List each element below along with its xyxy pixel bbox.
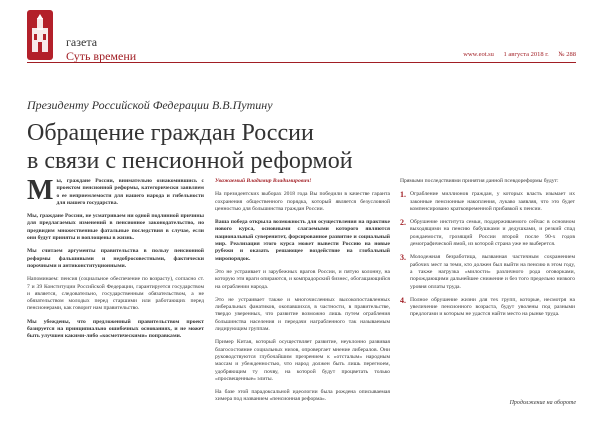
header-divider (27, 62, 576, 63)
paragraph: На президентских выборах 2018 года Вы победили в качестве гаранта сохранения общественного порядка, который является безусловной ценностью для большинства граждан России. (215, 191, 390, 212)
greeting: Уважаемый Владимир Владимирович! (215, 178, 312, 184)
page-title (27, 119, 353, 175)
paragraph: Мы считаем аргументы правительства в пользу пенсионной реформы фальшивыми и недобросовестными, фактически порочными и антиконституционными. (27, 248, 204, 269)
paragraph: Это не устраивает и зарубежных врагов России, и пятую колонну, на которую эти враги опираются, и компрадорский бизнес, обогащающийся на ограблении народа. (215, 268, 390, 290)
column-2 (215, 178, 390, 410)
issue-number: № 288 (558, 51, 576, 58)
list-item: 2. Обрушение института семьи, поддерживаемого сейчас в основном выходящими на пенсию бабушками и дедушками, и резкий спад рождаемости, грозящий России второй после 90-х годов демографической ямой, из которой страна уже не выберется. (400, 218, 575, 248)
brand-name: Суть времени (66, 49, 137, 63)
list-item: 3. Молодежная безработица, вызванная частичным сохранением рабочих мест за теми, кто должен был выйти на пенсию в этом году, а также нагрузка «милости» различного рода оговорками, порождающими дальнейшее снижение и без того предельно низкого уровня оплаты труда. (400, 253, 575, 290)
paragraph: Ваша победа открыла возможность для осуществления на практике нового курса, основными слагаемыми которого являются национальный суверенитет, форсированное развитие и социальный мир. Реализация этого курса может вывести Россию на новые рубежи и оказать решающее воздействие на глобальный миропорядок. (215, 219, 390, 262)
paragraph: Пример Китая, который осуществляет развитие, неуклонно развивая благосостояние социальных низов, опровергает мнение либералов. Они руководствуются глубочайшим презрением к «отсталым» народным массам и убежденностью, что народ должен быть лишь перегноем, удобряющим ту почву, на которой будут процветать только «просвещенные» элиты. (215, 339, 390, 382)
addressee: Президенту Российской Федерации В.В.Путину (27, 98, 273, 112)
title-line-1: Обращение граждан России (27, 120, 314, 146)
list-item: 4. Полное обрушение жизни для тех групп, которые, несмотря на увеличение пенсионного возраста, будут уволены под разными предлогами и которым не удастся найти место на рынке труда. (400, 295, 575, 318)
paragraph: Мы убеждены, что предложенный правительством проект базируется на принципиально ошибочных основаниях, и не может быть улучшен какими-либо «косметическими» поправками. (27, 318, 204, 340)
column-3 (400, 178, 575, 325)
paragraph: Напоминаем: пенсия (социальное обеспечение по возрасту), согласно ст. 7 и 39 Конституции Российской Федерации, гарантируется государством и является, следовательно, государственным обязательством, а не обязательством молодых перед старшими или работающих перед пенсионерами, как говорит нам правительство. (27, 276, 204, 312)
drop-cap: М (27, 175, 54, 206)
site-link[interactable]: www.eot.su (463, 51, 494, 58)
paragraph: На базе этой парадоксальной идеологии была рождена описываемая химера под названием «пенсионная реформа». (215, 389, 390, 403)
header-info (455, 51, 576, 58)
issue-date: 1 августа 2018 г. (503, 51, 549, 58)
paragraph: Мы, граждане России, не усматриваем ни одной подлинной причины для предлагаемых изменений в пенсионное законодательство, но предвидим множественные фатальные последствия в случае, если они будут приняты и воплощены в жизнь. (27, 213, 204, 242)
column-1 (27, 175, 204, 347)
continued-note: Продолжение на обороте (509, 400, 576, 406)
list-item: 1. Ограбление миллионов граждан, у которых власть изымает их законные пенсионные накопления, лукаво заявляя, что это будет компенсировано кратковременной прибавкой к пенсии. (400, 190, 575, 212)
title-line-2: в связи с пенсионной реформой (27, 148, 353, 174)
paragraph: Это не устраивает также и многочисленных высокопоставленных либеральных фанатиков, окопавшихся, в частности, в правительстве, твердо уверенных, что развитие возможно лишь путем ограбления большинства населения и передачи награбленного так называемым лидирующим группам. (215, 296, 390, 333)
list-intro: Прямыми последствиями принятия данной псевдореформы будут: (400, 178, 559, 184)
paragraph: Мы, граждане России, внимательно ознакомившись с проектом пенсионной реформы, категорически заявляем о ее неприемлемости для нашего народа и гибельности для нашего государства. (27, 175, 204, 206)
kremlin-logo-icon (27, 10, 53, 60)
brand-line1: газета (66, 35, 98, 49)
